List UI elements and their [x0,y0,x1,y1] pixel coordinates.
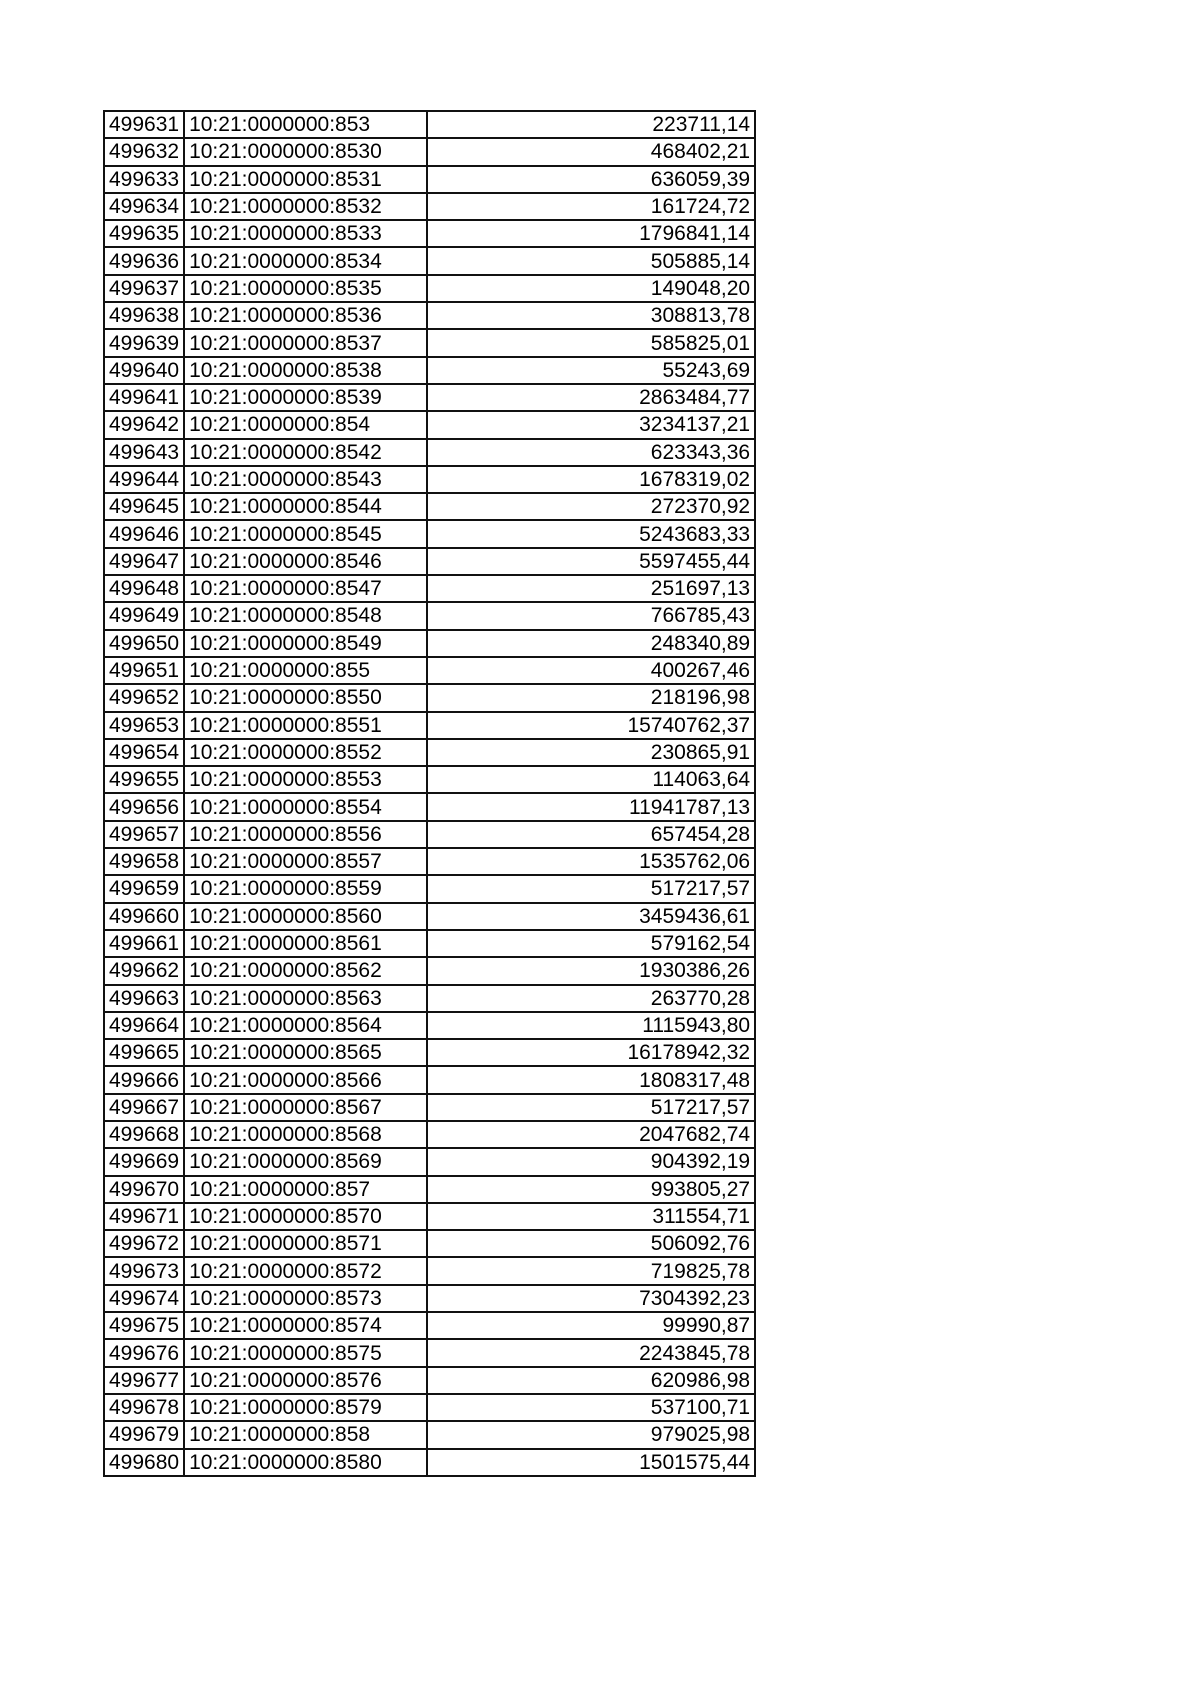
row-id-cell: 499633 [104,166,184,193]
table-row [104,384,755,411]
cadastral-number-cell: 10:21:0000000:854 [184,411,427,438]
amount-cell: 2243845,78 [427,1339,755,1366]
amount-cell: 272370,92 [427,493,755,520]
table-row [104,1148,755,1175]
amount-cell: 585825,01 [427,329,755,356]
row-id-cell: 499637 [104,275,184,302]
table-row [104,1176,755,1203]
row-id-cell: 499666 [104,1066,184,1093]
table-row [104,1203,755,1230]
cadastral-number-cell: 10:21:0000000:8537 [184,329,427,356]
row-id-cell: 499650 [104,630,184,657]
cadastral-number-cell: 10:21:0000000:8550 [184,684,427,711]
row-id-cell: 499640 [104,357,184,384]
cadastral-number-cell: 10:21:0000000:8535 [184,275,427,302]
cadastral-number-cell: 10:21:0000000:8574 [184,1312,427,1339]
cadastral-number-cell: 10:21:0000000:853 [184,111,427,138]
amount-cell: 308813,78 [427,302,755,329]
cadastral-number-cell: 10:21:0000000:8579 [184,1394,427,1421]
amount-cell: 15740762,37 [427,712,755,739]
row-id-cell: 499638 [104,302,184,329]
row-id-cell: 499632 [104,138,184,165]
amount-cell: 99990,87 [427,1312,755,1339]
cadastral-number-cell: 10:21:0000000:8544 [184,493,427,520]
cadastral-number-cell: 10:21:0000000:8545 [184,520,427,547]
table-row [104,930,755,957]
table-row [104,712,755,739]
cadastral-number-cell: 10:21:0000000:8553 [184,766,427,793]
row-id-cell: 499645 [104,493,184,520]
table-row [104,1367,755,1394]
cadastral-number-cell: 10:21:0000000:855 [184,657,427,684]
row-id-cell: 499660 [104,903,184,930]
row-id-cell: 499680 [104,1449,184,1476]
row-id-cell: 499654 [104,739,184,766]
table-row [104,1312,755,1339]
row-id-cell: 499679 [104,1421,184,1448]
row-id-cell: 499642 [104,411,184,438]
row-id-cell: 499643 [104,439,184,466]
row-id-cell: 499668 [104,1121,184,1148]
cadastral-number-cell: 10:21:0000000:8531 [184,166,427,193]
table-row [104,657,755,684]
table-row [104,1257,755,1284]
cadastral-number-cell: 10:21:0000000:8565 [184,1039,427,1066]
table-row [104,138,755,165]
table-body [104,111,755,1476]
row-id-cell: 499661 [104,930,184,957]
cadastral-number-cell: 10:21:0000000:8546 [184,548,427,575]
table-row [104,793,755,820]
amount-cell: 468402,21 [427,138,755,165]
table-row [104,493,755,520]
cadastral-number-cell: 10:21:0000000:8532 [184,193,427,220]
row-id-cell: 499670 [104,1176,184,1203]
amount-cell: 251697,13 [427,575,755,602]
cadastral-number-cell: 10:21:0000000:858 [184,1421,427,1448]
table-row [104,1121,755,1148]
amount-cell: 904392,19 [427,1148,755,1175]
amount-cell: 517217,57 [427,875,755,902]
cadastral-number-cell: 10:21:0000000:8549 [184,630,427,657]
table-row [104,602,755,629]
table-row [104,275,755,302]
amount-cell: 537100,71 [427,1394,755,1421]
table-row [104,766,755,793]
amount-cell: 579162,54 [427,930,755,957]
cadastral-number-cell: 10:21:0000000:8543 [184,466,427,493]
amount-cell: 1930386,26 [427,957,755,984]
table-row [104,630,755,657]
amount-cell: 263770,28 [427,985,755,1012]
table-row [104,1421,755,1448]
amount-cell: 149048,20 [427,275,755,302]
amount-cell: 3234137,21 [427,411,755,438]
table-row [104,548,755,575]
table-row [104,1066,755,1093]
cadastral-number-cell: 10:21:0000000:8530 [184,138,427,165]
row-id-cell: 499662 [104,957,184,984]
table-row [104,875,755,902]
row-id-cell: 499644 [104,466,184,493]
amount-cell: 517217,57 [427,1094,755,1121]
cadastral-number-cell: 10:21:0000000:8563 [184,985,427,1012]
table-row [104,302,755,329]
cadastral-number-cell: 10:21:0000000:8551 [184,712,427,739]
amount-cell: 1808317,48 [427,1066,755,1093]
amount-cell: 223711,14 [427,111,755,138]
amount-cell: 506092,76 [427,1230,755,1257]
cadastral-number-cell: 10:21:0000000:8559 [184,875,427,902]
amount-cell: 505885,14 [427,247,755,274]
row-id-cell: 499652 [104,684,184,711]
table-row [104,739,755,766]
table-row [104,848,755,875]
amount-cell: 218196,98 [427,684,755,711]
cadastral-number-cell: 10:21:0000000:8539 [184,384,427,411]
table-row [104,520,755,547]
table-row [104,575,755,602]
cadastral-number-cell: 10:21:0000000:8560 [184,903,427,930]
table-row [104,684,755,711]
amount-cell: 1535762,06 [427,848,755,875]
row-id-cell: 499678 [104,1394,184,1421]
table-row [104,985,755,1012]
cadastral-number-cell: 10:21:0000000:8571 [184,1230,427,1257]
amount-cell: 400267,46 [427,657,755,684]
table-row [104,1339,755,1366]
row-id-cell: 499641 [104,384,184,411]
row-id-cell: 499635 [104,220,184,247]
table-row [104,1394,755,1421]
cadastral-number-cell: 10:21:0000000:8576 [184,1367,427,1394]
table-row [104,821,755,848]
cadastral-number-cell: 10:21:0000000:8556 [184,821,427,848]
row-id-cell: 499651 [104,657,184,684]
cadastral-number-cell: 10:21:0000000:8580 [184,1449,427,1476]
table-row [104,329,755,356]
cadastral-number-cell: 10:21:0000000:8564 [184,1012,427,1039]
cadastral-number-cell: 10:21:0000000:8547 [184,575,427,602]
table-row [104,1449,755,1476]
cadastral-number-cell: 10:21:0000000:8542 [184,439,427,466]
row-id-cell: 499665 [104,1039,184,1066]
table-row [104,220,755,247]
cadastral-number-cell: 10:21:0000000:8568 [184,1121,427,1148]
cadastral-number-cell: 10:21:0000000:8533 [184,220,427,247]
row-id-cell: 499658 [104,848,184,875]
row-id-cell: 499636 [104,247,184,274]
row-id-cell: 499671 [104,1203,184,1230]
row-id-cell: 499655 [104,766,184,793]
amount-cell: 657454,28 [427,821,755,848]
amount-cell: 1796841,14 [427,220,755,247]
row-id-cell: 499667 [104,1094,184,1121]
row-id-cell: 499649 [104,602,184,629]
amount-cell: 636059,39 [427,166,755,193]
cadastral-number-cell: 10:21:0000000:8557 [184,848,427,875]
row-id-cell: 499676 [104,1339,184,1366]
row-id-cell: 499648 [104,575,184,602]
cadastral-number-cell: 10:21:0000000:8562 [184,957,427,984]
table-row [104,1094,755,1121]
cadastral-number-cell: 10:21:0000000:8567 [184,1094,427,1121]
amount-cell: 16178942,32 [427,1039,755,1066]
amount-cell: 1115943,80 [427,1012,755,1039]
cadastral-number-cell: 10:21:0000000:8566 [184,1066,427,1093]
row-id-cell: 499674 [104,1285,184,1312]
amount-cell: 114063,64 [427,766,755,793]
cadastral-number-cell: 10:21:0000000:8548 [184,602,427,629]
amount-cell: 161724,72 [427,193,755,220]
row-id-cell: 499664 [104,1012,184,1039]
row-id-cell: 499669 [104,1148,184,1175]
row-id-cell: 499634 [104,193,184,220]
cadastral-number-cell: 10:21:0000000:8561 [184,930,427,957]
table-row [104,439,755,466]
cadastral-number-cell: 10:21:0000000:8572 [184,1257,427,1284]
amount-cell: 719825,78 [427,1257,755,1284]
table-row [104,903,755,930]
amount-cell: 248340,89 [427,630,755,657]
amount-cell: 623343,36 [427,439,755,466]
row-id-cell: 499653 [104,712,184,739]
row-id-cell: 499647 [104,548,184,575]
row-id-cell: 499659 [104,875,184,902]
cadastral-number-cell: 10:21:0000000:8573 [184,1285,427,1312]
amount-cell: 5243683,33 [427,520,755,547]
cadastral-number-cell: 10:21:0000000:857 [184,1176,427,1203]
table-row [104,247,755,274]
row-id-cell: 499631 [104,111,184,138]
table-row [104,166,755,193]
amount-cell: 7304392,23 [427,1285,755,1312]
cadastral-number-cell: 10:21:0000000:8554 [184,793,427,820]
row-id-cell: 499673 [104,1257,184,1284]
cadastral-number-cell: 10:21:0000000:8570 [184,1203,427,1230]
cadastral-number-cell: 10:21:0000000:8569 [184,1148,427,1175]
table-row [104,1285,755,1312]
table-row [104,1012,755,1039]
amount-cell: 1678319,02 [427,466,755,493]
amount-cell: 979025,98 [427,1421,755,1448]
amount-cell: 5597455,44 [427,548,755,575]
cadastral-number-cell: 10:21:0000000:8536 [184,302,427,329]
table-row [104,957,755,984]
row-id-cell: 499675 [104,1312,184,1339]
row-id-cell: 499646 [104,520,184,547]
table-row [104,1230,755,1257]
amount-cell: 311554,71 [427,1203,755,1230]
amount-cell: 1501575,44 [427,1449,755,1476]
cadastral-number-cell: 10:21:0000000:8538 [184,357,427,384]
row-id-cell: 499656 [104,793,184,820]
amount-cell: 766785,43 [427,602,755,629]
amount-cell: 620986,98 [427,1367,755,1394]
amount-cell: 2047682,74 [427,1121,755,1148]
row-id-cell: 499657 [104,821,184,848]
cadastral-number-cell: 10:21:0000000:8534 [184,247,427,274]
data-table [103,110,756,1477]
table-row [104,357,755,384]
table-row [104,111,755,138]
row-id-cell: 499672 [104,1230,184,1257]
row-id-cell: 499639 [104,329,184,356]
amount-cell: 2863484,77 [427,384,755,411]
cadastral-number-cell: 10:21:0000000:8552 [184,739,427,766]
amount-cell: 230865,91 [427,739,755,766]
amount-cell: 993805,27 [427,1176,755,1203]
row-id-cell: 499677 [104,1367,184,1394]
amount-cell: 11941787,13 [427,793,755,820]
table-row [104,1039,755,1066]
table-row [104,466,755,493]
table-row [104,193,755,220]
table-row [104,411,755,438]
cadastral-number-cell: 10:21:0000000:8575 [184,1339,427,1366]
amount-cell: 3459436,61 [427,903,755,930]
amount-cell: 55243,69 [427,357,755,384]
row-id-cell: 499663 [104,985,184,1012]
